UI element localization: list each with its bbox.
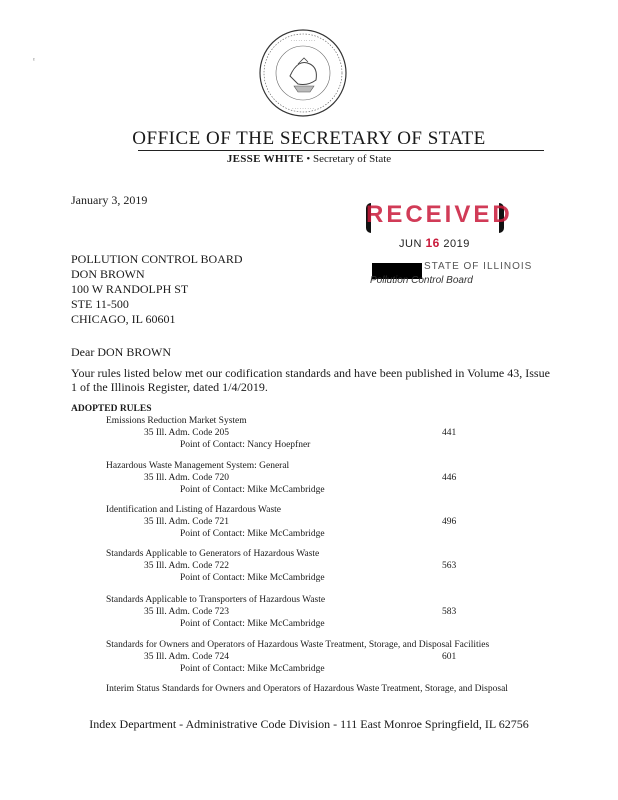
rule-entry xyxy=(106,683,556,695)
address-line: POLLUTION CONTROL BOARD xyxy=(71,252,243,266)
stamp-year: 2019 xyxy=(443,238,470,250)
rule-code-line xyxy=(106,651,556,663)
rule-code: 35 Ill. Adm. Code 205 xyxy=(144,428,229,438)
intro-paragraph: Your rules listed below met our codification standards and have been published in Volume 43, Issue 1 of the Illinois Register, dated 1/4/2019. xyxy=(71,366,550,394)
rule-page: 563 xyxy=(442,561,457,571)
rule-contact: Point of Contact: Mike McCambridge xyxy=(180,529,325,539)
rule-title: Standards Applicable to Transporters of Hazardous Waste xyxy=(106,595,326,605)
rule-title: Standards for Owners and Operators of Hazardous Waste Treatment, Storage, and Disposal Facilities xyxy=(106,640,490,650)
rule-code-line xyxy=(106,516,556,528)
state-seal xyxy=(258,28,348,118)
received-stamp-label: RECEIVED xyxy=(366,201,513,228)
rule-code: 35 Ill. Adm. Code 724 xyxy=(144,652,229,662)
rule-title: Emissions Reduction Market System xyxy=(106,416,247,426)
stamp-month: JUN xyxy=(399,238,422,250)
rule-contact: Point of Contact: Mike McCambridge xyxy=(180,485,325,495)
received-stamp-date xyxy=(399,236,470,250)
rule-contact: Point of Contact: Mike McCambridge xyxy=(180,619,325,629)
stamp-board: Pollution Control Board xyxy=(370,275,473,286)
rule-entry xyxy=(106,594,556,630)
salutation: Dear DON BROWN xyxy=(71,345,171,359)
address-line: 100 W RANDOLPH ST xyxy=(71,282,189,296)
rule-page: 496 xyxy=(442,517,457,527)
rule-entry xyxy=(106,548,556,584)
secretary-title: Secretary of State xyxy=(312,153,392,165)
rule-entry xyxy=(106,639,556,675)
rule-contact: Point of Contact: Mike McCambridge xyxy=(180,573,325,583)
rule-entry xyxy=(106,504,556,540)
svg-text:· · · · · · · · · ·: · · · · · · · · · · xyxy=(290,38,316,43)
stamp-state: STATE OF ILLINOIS xyxy=(424,261,533,272)
stamp-day: 16 xyxy=(425,236,440,250)
margin-mark: ᵋ xyxy=(33,55,36,65)
rule-title: Interim Status Standards for Owners and Operators of Hazardous Waste Treatment, Storage, and Disposal xyxy=(106,684,508,694)
rule-code: 35 Ill. Adm. Code 721 xyxy=(144,517,229,527)
recipient-address xyxy=(71,252,243,327)
rule-code: 35 Ill. Adm. Code 720 xyxy=(144,473,229,483)
secretary-name: JESSE WHITE xyxy=(226,153,304,165)
rule-title: Standards Applicable to Generators of Hazardous Waste xyxy=(106,549,320,559)
rule-code-line xyxy=(106,606,556,618)
rule-entry xyxy=(106,460,556,496)
header-divider xyxy=(138,150,544,151)
address-line: CHICAGO, IL 60601 xyxy=(71,312,176,326)
rule-code-line xyxy=(106,472,556,484)
rule-page: 583 xyxy=(442,607,457,617)
rule-code-line xyxy=(106,560,556,572)
subtitle-separator: • xyxy=(303,153,313,165)
letterhead-subtitle xyxy=(0,153,618,165)
rule-title: Identification and Listing of Hazardous Waste xyxy=(106,505,282,515)
footer-address: Index Department - Administrative Code Division - 111 East Monroe Springfield, IL 62756 xyxy=(89,717,529,731)
rule-code: 35 Ill. Adm. Code 722 xyxy=(144,561,229,571)
rule-page: 446 xyxy=(442,473,457,483)
rule-contact: Point of Contact: Mike McCambridge xyxy=(180,664,325,674)
rule-page: 441 xyxy=(442,428,457,438)
rule-entry xyxy=(106,415,556,451)
section-heading: ADOPTED RULES xyxy=(71,404,152,414)
address-line: DON BROWN xyxy=(71,267,145,281)
rule-code: 35 Ill. Adm. Code 723 xyxy=(144,607,229,617)
rule-title: Hazardous Waste Management System: General xyxy=(106,461,290,471)
rule-contact: Point of Contact: Nancy Hoepfner xyxy=(180,440,311,450)
office-title: OFFICE OF THE SECRETARY OF STATE xyxy=(132,128,486,149)
rule-page: 601 xyxy=(442,652,457,662)
address-line: STE 11-500 xyxy=(71,297,129,311)
svg-text:· · · · · · · · ·: · · · · · · · · · xyxy=(292,106,314,111)
letter-date: January 3, 2019 xyxy=(71,193,148,207)
rule-code-line xyxy=(106,427,556,439)
